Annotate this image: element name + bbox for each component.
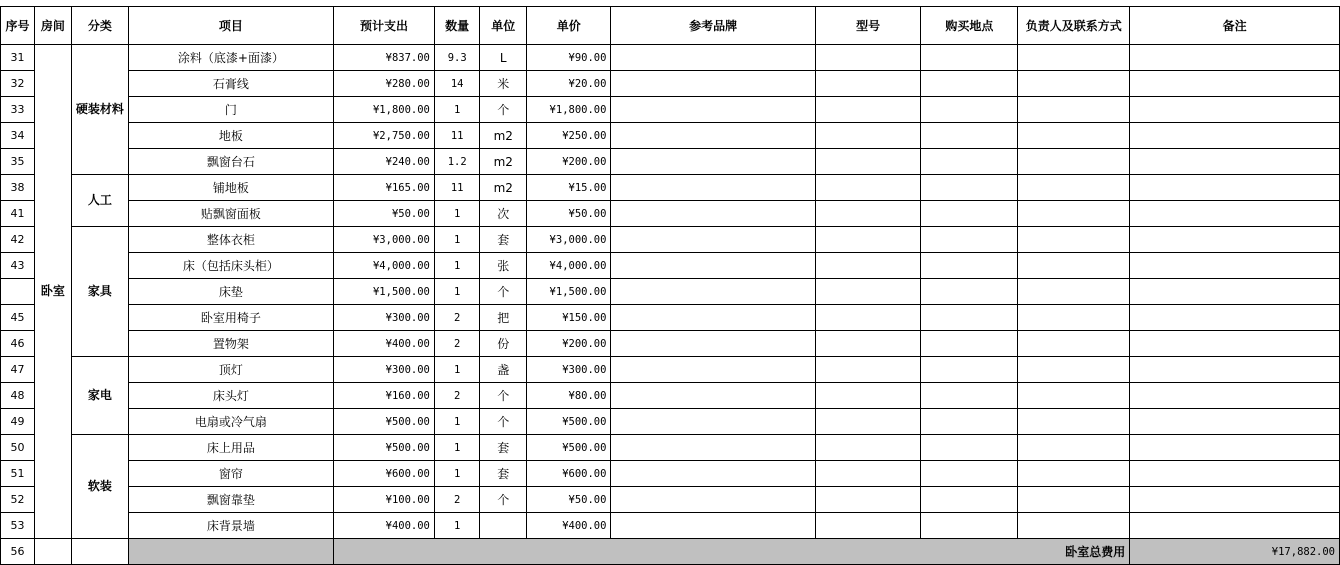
header-room[interactable]: 房间 <box>34 7 71 45</box>
cell-unit[interactable]: 个 <box>480 487 527 513</box>
cell-brand[interactable] <box>611 97 815 123</box>
cell-owner[interactable] <box>1018 383 1130 409</box>
total-category-cell[interactable] <box>71 539 128 565</box>
cell-place[interactable] <box>921 513 1018 539</box>
cell-brand[interactable] <box>611 331 815 357</box>
cell-item[interactable]: 整体衣柜 <box>128 227 333 253</box>
cell-seq[interactable]: 31 <box>1 45 35 71</box>
cell-price[interactable]: ¥50.00 <box>527 201 611 227</box>
cell-brand[interactable] <box>611 279 815 305</box>
cell-model[interactable] <box>815 383 921 409</box>
cell-model[interactable] <box>815 227 921 253</box>
cell-category[interactable]: 家具 <box>71 227 128 357</box>
cell-owner[interactable] <box>1018 279 1130 305</box>
cell-item[interactable]: 床背景墙 <box>128 513 333 539</box>
total-value[interactable]: ¥17,882.00 <box>1130 539 1340 565</box>
total-item-cell[interactable] <box>128 539 333 565</box>
cell-place[interactable] <box>921 383 1018 409</box>
cell-seq[interactable]: 41 <box>1 201 35 227</box>
cell-budget[interactable]: ¥400.00 <box>334 331 435 357</box>
cell-item[interactable]: 电扇或冷气扇 <box>128 409 333 435</box>
cell-place[interactable] <box>921 45 1018 71</box>
cell-owner[interactable] <box>1018 97 1130 123</box>
cell-qty[interactable]: 1 <box>434 201 480 227</box>
cell-brand[interactable] <box>611 123 815 149</box>
table-row <box>1 305 1340 331</box>
cell-price[interactable]: ¥300.00 <box>527 357 611 383</box>
cell-budget[interactable]: ¥4,000.00 <box>334 253 435 279</box>
cell-place[interactable] <box>921 149 1018 175</box>
cell-brand[interactable] <box>611 201 815 227</box>
cell-budget[interactable]: ¥600.00 <box>334 461 435 487</box>
table-row <box>1 253 1340 279</box>
header-note[interactable]: 备注 <box>1130 7 1340 45</box>
cell-item[interactable]: 石膏线 <box>128 71 333 97</box>
header-brand[interactable]: 参考品牌 <box>611 7 815 45</box>
cell-qty[interactable]: 1 <box>434 513 480 539</box>
cell-room[interactable]: 卧室 <box>34 45 71 539</box>
cell-unit[interactable]: 套 <box>480 227 527 253</box>
cell-unit[interactable]: 套 <box>480 461 527 487</box>
cell-note[interactable] <box>1130 331 1340 357</box>
cell-brand[interactable] <box>611 409 815 435</box>
cell-seq[interactable]: 50 <box>1 435 35 461</box>
cell-model[interactable] <box>815 305 921 331</box>
cell-budget[interactable]: ¥400.00 <box>334 513 435 539</box>
cell-qty[interactable]: 2 <box>434 487 480 513</box>
cell-model[interactable] <box>815 357 921 383</box>
cell-note[interactable] <box>1130 305 1340 331</box>
total-label[interactable]: 卧室总费用 <box>334 539 1130 565</box>
cell-price[interactable]: ¥400.00 <box>527 513 611 539</box>
cell-qty[interactable]: 1 <box>434 435 480 461</box>
header-row <box>1 7 1340 45</box>
cell-unit[interactable] <box>480 513 527 539</box>
cell-unit[interactable]: m2 <box>480 149 527 175</box>
cell-item[interactable]: 床上用品 <box>128 435 333 461</box>
cell-note[interactable] <box>1130 383 1340 409</box>
cell-price[interactable]: ¥500.00 <box>527 435 611 461</box>
cell-price[interactable]: ¥50.00 <box>527 487 611 513</box>
cell-unit[interactable]: 张 <box>480 253 527 279</box>
cell-item[interactable]: 床头灯 <box>128 383 333 409</box>
cell-brand[interactable] <box>611 513 815 539</box>
header-owner[interactable]: 负责人及联系方式 <box>1018 7 1130 45</box>
cell-category[interactable]: 人工 <box>71 175 128 227</box>
cell-price[interactable]: ¥150.00 <box>527 305 611 331</box>
cell-unit[interactable]: 个 <box>480 409 527 435</box>
cell-seq[interactable]: 33 <box>1 97 35 123</box>
cell-note[interactable] <box>1130 409 1340 435</box>
cell-owner[interactable] <box>1018 253 1130 279</box>
cell-qty[interactable]: 1 <box>434 279 480 305</box>
cell-brand[interactable] <box>611 357 815 383</box>
cell-model[interactable] <box>815 487 921 513</box>
cell-place[interactable] <box>921 227 1018 253</box>
cell-item[interactable]: 铺地板 <box>128 175 333 201</box>
cell-seq[interactable]: 46 <box>1 331 35 357</box>
cell-qty[interactable]: 14 <box>434 71 480 97</box>
cell-qty[interactable]: 1 <box>434 461 480 487</box>
cell-price[interactable]: ¥20.00 <box>527 71 611 97</box>
cell-item[interactable]: 贴飘窗面板 <box>128 201 333 227</box>
table-row <box>1 201 1340 227</box>
cell-qty[interactable]: 2 <box>434 305 480 331</box>
cell-unit[interactable]: 米 <box>480 71 527 97</box>
cell-seq[interactable]: 34 <box>1 123 35 149</box>
cell-unit[interactable]: 个 <box>480 97 527 123</box>
total-seq[interactable]: 56 <box>1 539 35 565</box>
total-room-cell[interactable] <box>34 539 71 565</box>
cell-owner[interactable] <box>1018 461 1130 487</box>
cell-price[interactable]: ¥1,500.00 <box>527 279 611 305</box>
table-row <box>1 461 1340 487</box>
cell-item[interactable]: 床垫 <box>128 279 333 305</box>
cell-seq[interactable]: 43 <box>1 253 35 279</box>
cell-note[interactable] <box>1130 123 1340 149</box>
cell-place[interactable] <box>921 279 1018 305</box>
cell-owner[interactable] <box>1018 45 1130 71</box>
cell-budget[interactable]: ¥160.00 <box>334 383 435 409</box>
cell-model[interactable] <box>815 513 921 539</box>
cell-budget[interactable]: ¥165.00 <box>334 175 435 201</box>
cell-price[interactable]: ¥250.00 <box>527 123 611 149</box>
cell-budget[interactable]: ¥837.00 <box>334 45 435 71</box>
table-row <box>1 97 1340 123</box>
cell-owner[interactable] <box>1018 201 1130 227</box>
cell-note[interactable] <box>1130 435 1340 461</box>
cell-brand[interactable] <box>611 487 815 513</box>
cell-note[interactable] <box>1130 487 1340 513</box>
cell-item[interactable]: 飘窗台石 <box>128 149 333 175</box>
cell-model[interactable] <box>815 71 921 97</box>
cell-brand[interactable] <box>611 253 815 279</box>
cell-note[interactable] <box>1130 461 1340 487</box>
cell-model[interactable] <box>815 435 921 461</box>
cell-qty[interactable]: 1 <box>434 409 480 435</box>
cell-brand[interactable] <box>611 461 815 487</box>
cell-budget[interactable]: ¥1,800.00 <box>334 97 435 123</box>
cell-owner[interactable] <box>1018 513 1130 539</box>
cell-budget[interactable]: ¥3,000.00 <box>334 227 435 253</box>
table-row <box>1 227 1340 253</box>
cell-model[interactable] <box>815 461 921 487</box>
cell-qty[interactable]: 9.3 <box>434 45 480 71</box>
cell-model[interactable] <box>815 149 921 175</box>
cell-price[interactable]: ¥200.00 <box>527 149 611 175</box>
cell-seq[interactable]: 51 <box>1 461 35 487</box>
cell-price[interactable]: ¥15.00 <box>527 175 611 201</box>
cell-brand[interactable] <box>611 435 815 461</box>
cell-note[interactable] <box>1130 71 1340 97</box>
cell-category[interactable]: 家电 <box>71 357 128 435</box>
budget-table <box>0 6 1340 565</box>
cell-item[interactable]: 置物架 <box>128 331 333 357</box>
cell-seq[interactable]: 45 <box>1 305 35 331</box>
cell-budget[interactable]: ¥1,500.00 <box>334 279 435 305</box>
table-row <box>1 435 1340 461</box>
cell-owner[interactable] <box>1018 71 1130 97</box>
header-model[interactable]: 型号 <box>815 7 921 45</box>
cell-model[interactable] <box>815 279 921 305</box>
cell-model[interactable] <box>815 201 921 227</box>
cell-model[interactable] <box>815 97 921 123</box>
cell-price[interactable]: ¥600.00 <box>527 461 611 487</box>
cell-owner[interactable] <box>1018 435 1130 461</box>
cell-item[interactable]: 门 <box>128 97 333 123</box>
cell-model[interactable] <box>815 123 921 149</box>
cell-qty[interactable]: 1 <box>434 97 480 123</box>
cell-unit[interactable]: L <box>480 45 527 71</box>
cell-budget[interactable]: ¥300.00 <box>334 357 435 383</box>
cell-place[interactable] <box>921 461 1018 487</box>
cell-price[interactable]: ¥500.00 <box>527 409 611 435</box>
table-row <box>1 71 1340 97</box>
header-category[interactable]: 分类 <box>71 7 128 45</box>
cell-seq[interactable]: 32 <box>1 71 35 97</box>
cell-note[interactable] <box>1130 357 1340 383</box>
cell-item[interactable]: 涂料（底漆+面漆） <box>128 45 333 71</box>
cell-owner[interactable] <box>1018 227 1130 253</box>
cell-brand[interactable] <box>611 305 815 331</box>
cell-seq[interactable]: 48 <box>1 383 35 409</box>
cell-owner[interactable] <box>1018 357 1130 383</box>
cell-place[interactable] <box>921 331 1018 357</box>
table-row <box>1 513 1340 539</box>
cell-price[interactable]: ¥90.00 <box>527 45 611 71</box>
cell-place[interactable] <box>921 435 1018 461</box>
cell-budget[interactable]: ¥300.00 <box>334 305 435 331</box>
cell-seq[interactable]: 49 <box>1 409 35 435</box>
cell-unit[interactable]: m2 <box>480 175 527 201</box>
table-row <box>1 149 1340 175</box>
cell-place[interactable] <box>921 409 1018 435</box>
cell-budget[interactable]: ¥50.00 <box>334 201 435 227</box>
cell-budget[interactable]: ¥280.00 <box>334 71 435 97</box>
cell-note[interactable] <box>1130 253 1340 279</box>
cell-price[interactable]: ¥4,000.00 <box>527 253 611 279</box>
cell-budget[interactable]: ¥240.00 <box>334 149 435 175</box>
cell-unit[interactable]: m2 <box>480 123 527 149</box>
cell-unit[interactable]: 个 <box>480 279 527 305</box>
cell-place[interactable] <box>921 201 1018 227</box>
table-row <box>1 383 1340 409</box>
table-row <box>1 487 1340 513</box>
cell-owner[interactable] <box>1018 487 1130 513</box>
cell-budget[interactable]: ¥2,750.00 <box>334 123 435 149</box>
cell-qty[interactable]: 2 <box>434 331 480 357</box>
header-budget[interactable]: 预计支出 <box>334 7 435 45</box>
total-row <box>1 539 1340 565</box>
table-row <box>1 357 1340 383</box>
cell-seq[interactable]: 52 <box>1 487 35 513</box>
cell-seq[interactable] <box>1 279 35 305</box>
cell-note[interactable] <box>1130 149 1340 175</box>
cell-qty[interactable]: 1 <box>434 357 480 383</box>
cell-place[interactable] <box>921 253 1018 279</box>
cell-brand[interactable] <box>611 175 815 201</box>
cell-unit[interactable]: 个 <box>480 383 527 409</box>
cell-qty[interactable]: 1.2 <box>434 149 480 175</box>
cell-model[interactable] <box>815 175 921 201</box>
table-row <box>1 409 1340 435</box>
cell-qty[interactable]: 1 <box>434 253 480 279</box>
cell-price[interactable]: ¥80.00 <box>527 383 611 409</box>
cell-unit[interactable]: 次 <box>480 201 527 227</box>
header-qty[interactable]: 数量 <box>434 7 480 45</box>
cell-note[interactable] <box>1130 45 1340 71</box>
cell-note[interactable] <box>1130 279 1340 305</box>
cell-qty[interactable]: 1 <box>434 227 480 253</box>
cell-note[interactable] <box>1130 227 1340 253</box>
header-item[interactable]: 项目 <box>128 7 333 45</box>
cell-owner[interactable] <box>1018 409 1130 435</box>
cell-price[interactable]: ¥3,000.00 <box>527 227 611 253</box>
header-unit[interactable]: 单位 <box>480 7 527 45</box>
cell-place[interactable] <box>921 71 1018 97</box>
cell-model[interactable] <box>815 45 921 71</box>
cell-note[interactable] <box>1130 175 1340 201</box>
header-price[interactable]: 单价 <box>527 7 611 45</box>
cell-place[interactable] <box>921 97 1018 123</box>
cell-place[interactable] <box>921 175 1018 201</box>
cell-qty[interactable]: 2 <box>434 383 480 409</box>
cell-brand[interactable] <box>611 149 815 175</box>
cell-price[interactable]: ¥1,800.00 <box>527 97 611 123</box>
cell-category[interactable]: 硬装材料 <box>71 45 128 175</box>
cell-owner[interactable] <box>1018 149 1130 175</box>
header-place[interactable]: 购买地点 <box>921 7 1018 45</box>
table-row <box>1 279 1340 305</box>
cell-unit[interactable]: 份 <box>480 331 527 357</box>
cell-seq[interactable]: 53 <box>1 513 35 539</box>
cell-brand[interactable] <box>611 383 815 409</box>
cell-seq[interactable]: 35 <box>1 149 35 175</box>
cell-item[interactable]: 卧室用椅子 <box>128 305 333 331</box>
cell-owner[interactable] <box>1018 123 1130 149</box>
cell-place[interactable] <box>921 305 1018 331</box>
cell-brand[interactable] <box>611 227 815 253</box>
cell-owner[interactable] <box>1018 331 1130 357</box>
cell-item[interactable]: 顶灯 <box>128 357 333 383</box>
cell-brand[interactable] <box>611 71 815 97</box>
cell-budget[interactable]: ¥500.00 <box>334 409 435 435</box>
table-row <box>1 175 1340 201</box>
cell-item[interactable]: 床（包括床头柜） <box>128 253 333 279</box>
cell-owner[interactable] <box>1018 305 1130 331</box>
cell-brand[interactable] <box>611 45 815 71</box>
cell-note[interactable] <box>1130 97 1340 123</box>
cell-place[interactable] <box>921 357 1018 383</box>
cell-unit[interactable]: 盏 <box>480 357 527 383</box>
cell-item[interactable]: 窗帘 <box>128 461 333 487</box>
cell-category[interactable]: 软装 <box>71 435 128 539</box>
cell-item[interactable]: 地板 <box>128 123 333 149</box>
cell-qty[interactable]: 11 <box>434 123 480 149</box>
cell-unit[interactable]: 套 <box>480 435 527 461</box>
cell-note[interactable] <box>1130 201 1340 227</box>
table-body <box>1 45 1340 565</box>
cell-seq[interactable]: 38 <box>1 175 35 201</box>
cell-owner[interactable] <box>1018 175 1130 201</box>
table-row <box>1 331 1340 357</box>
cell-model[interactable] <box>815 409 921 435</box>
cell-model[interactable] <box>815 253 921 279</box>
table-row <box>1 123 1340 149</box>
cell-place[interactable] <box>921 487 1018 513</box>
cell-price[interactable]: ¥200.00 <box>527 331 611 357</box>
cell-budget[interactable]: ¥100.00 <box>334 487 435 513</box>
cell-budget[interactable]: ¥500.00 <box>334 435 435 461</box>
cell-seq[interactable]: 42 <box>1 227 35 253</box>
cell-seq[interactable]: 47 <box>1 357 35 383</box>
cell-qty[interactable]: 11 <box>434 175 480 201</box>
cell-model[interactable] <box>815 331 921 357</box>
table-row <box>1 45 1340 71</box>
cell-place[interactable] <box>921 123 1018 149</box>
cell-unit[interactable]: 把 <box>480 305 527 331</box>
header-seq[interactable]: 序号 <box>1 7 35 45</box>
cell-note[interactable] <box>1130 513 1340 539</box>
cell-item[interactable]: 飘窗靠垫 <box>128 487 333 513</box>
